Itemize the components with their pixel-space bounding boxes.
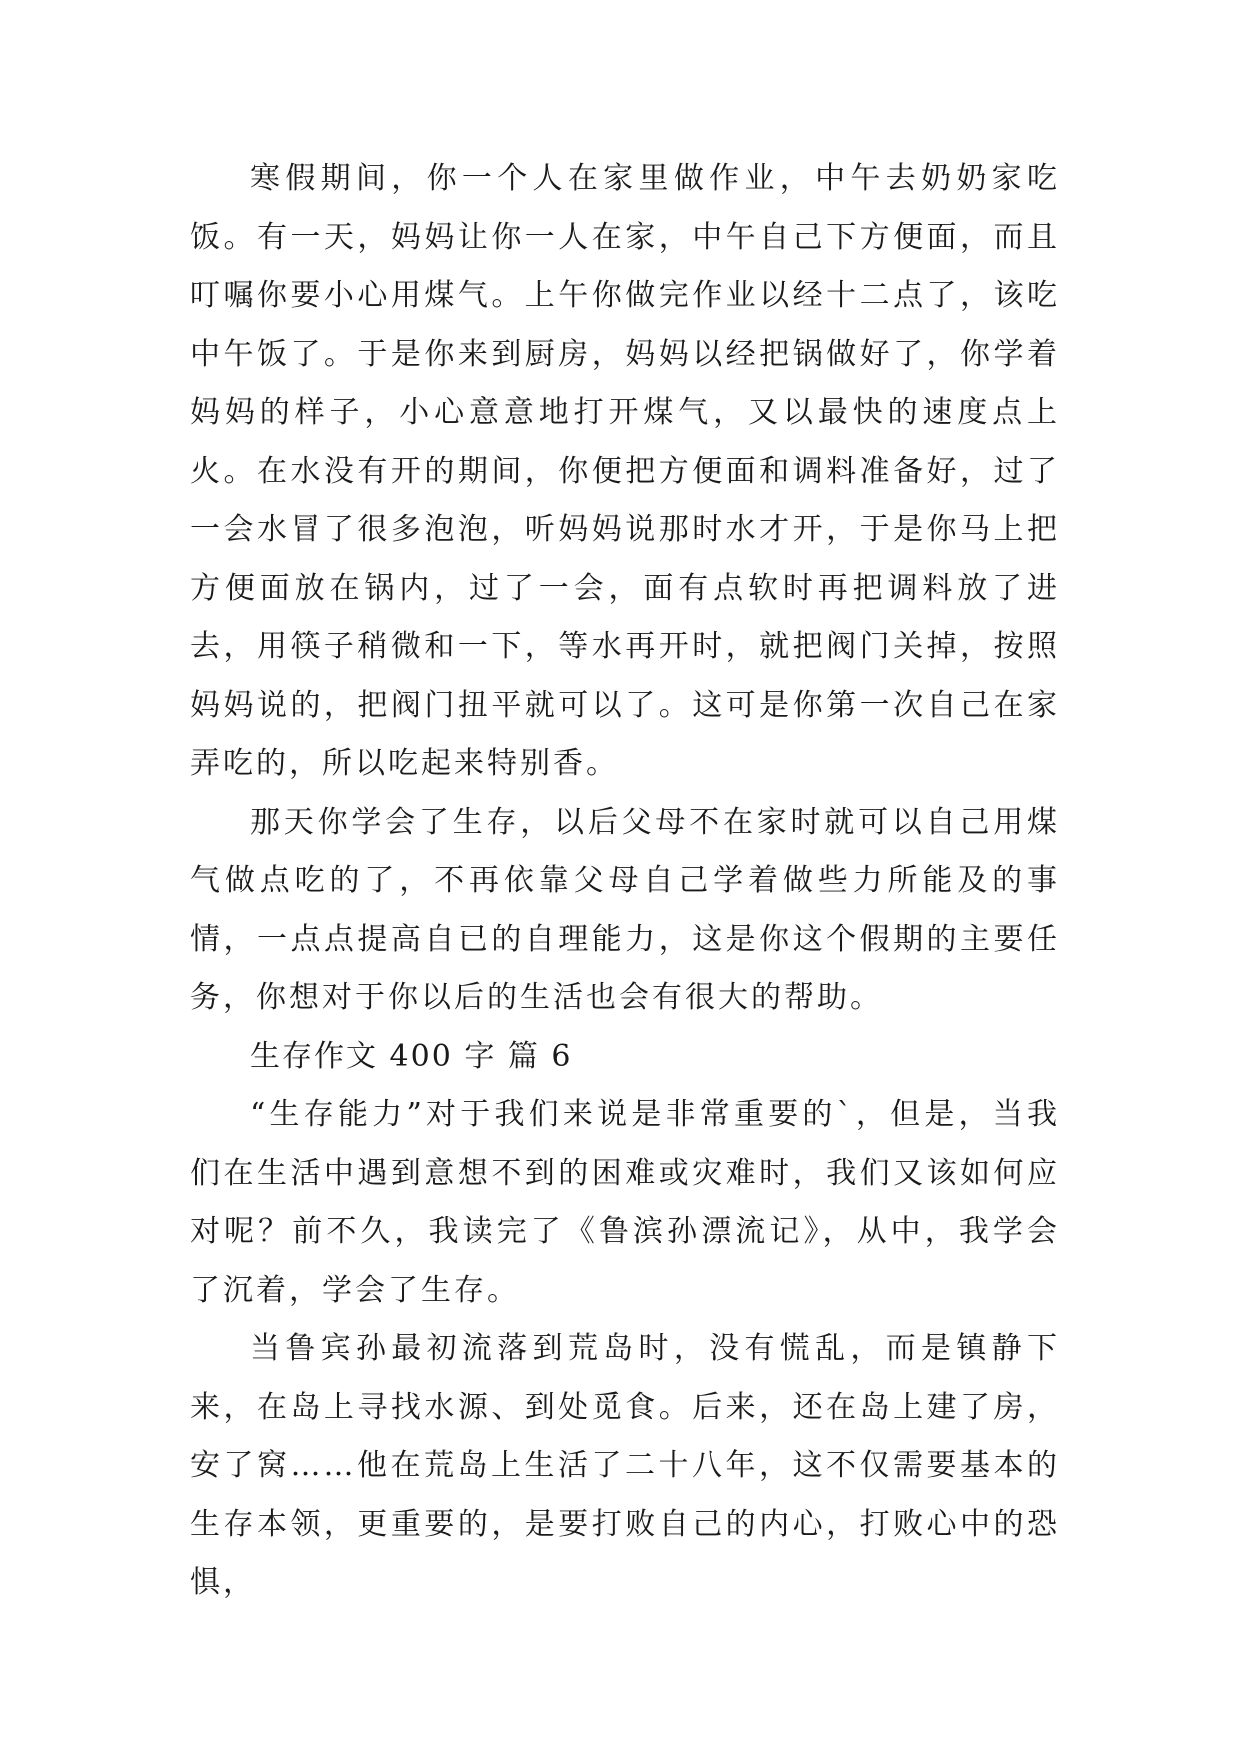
paragraph-learned-survival: 那天你学会了生存，以后父母不在家时就可以自己用煤气做点吃的了，不再依靠父母自己学着做些力所能及的事情，一点点提高自已的自理能力，这是你这个假期的主要任务，你想对于你以后的生活也会有很大的帮助。	[190, 804, 1060, 1015]
paragraph-robinson: 当鲁宾孙最初流落到荒岛时，没有慌乱，而是镇静下来，在岛上寻找水源、到处觅食。后来，还在岛上建了房，安了窝……他在荒岛上生活了二十八年，这不仅需要基本的生存本领，更重要的，是要打败自己的内心，打败心中的恐惧，	[190, 1331, 1060, 1600]
paragraph-cooking-noodles: 寒假期间，你一个人在家里做作业，中午去奶奶家吃饭。有一天，妈妈让你一人在家，中午自己下方便面，而且叮嘱你要小心用煤气。上午你做完作业以经十二点了，该吃中午饭了。于是你来到厨房，妈妈以经把锅做好了，你学着妈妈的样子，小心意意地打开煤气，又以最快的速度点上火。在水没有开的期间，你便把方便面和调料准备好，过了一会水冒了很多泡泡，听妈妈说那时水才开，于是你马上把方便面放在锅内，过了一会，面有点软时再把调料放了进去，用筷子稍微和一下，等水再开时，就把阀门关掉，按照妈妈说的，把阀门扭平就可以了。这可是你第一次自己在家弄吃的，所以吃起来特别香。	[190, 161, 1060, 781]
section-heading: 生存作文 400 字 篇 6	[250, 1038, 573, 1074]
paragraph-survival-ability: “生存能力”对于我们来说是非常重要的`，但是，当我们在生活中遇到意想不到的困难或灾难时，我们又该如何应对呢？前不久，我读完了《鲁滨孙漂流记》，从中，我学会了沉着，学会了生存。	[190, 1097, 1060, 1308]
body-text	[190, 150, 1060, 1613]
